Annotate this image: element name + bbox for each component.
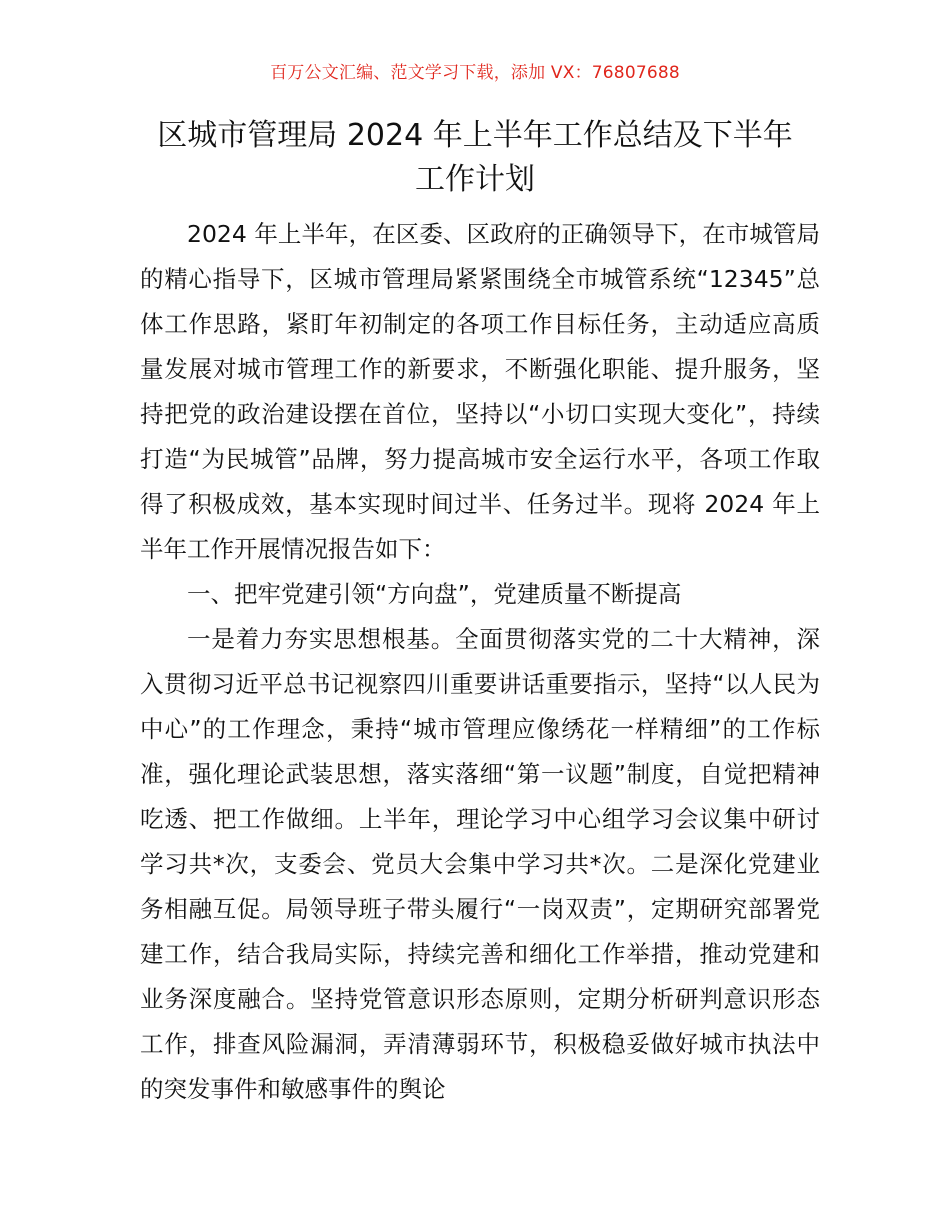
watermark-text: 百万公文汇编、范文学习下载，添加 VX：76807688 bbox=[270, 63, 680, 83]
intro-paragraph: 2024 年上半年，在区委、区政府的正确领导下，在市城管局的精心指导下，区城市管理局紧紧围绕全市城管系统“12345”总体工作思路，紧盯年初制定的各项工作目标任务，主动适应高质量发展对城市管理工作的新要求，不断强化职能、提升服务，坚持把党的政治建设摆在首位，坚持以“小切口实现大变化”，持续打造“为民城管”品牌，努力提高城市安全运行水平，各项工作取得了积极成效，基本实现时间过半、任务过半。现将 2024 年上半年工作开展情况报告如下： bbox=[140, 220, 820, 563]
title-line-2: 工作计划 bbox=[415, 162, 535, 197]
title-line-1: 区城市管理局 2024 年上半年工作总结及下半年 bbox=[157, 118, 793, 153]
section-1-paragraph: 一是着力夯实思想根基。全面贯彻落实党的二十大精神，深入贯彻习近平总书记视察四川重要讲话重要指示，坚持“以人民为中心”的工作理念，秉持“城市管理应像绣花一样精细”的工作标准，强化理论武装思想，落实落细“第一议题”制度，自觉把精神吃透、把工作做细。上半年，理论学习中心组学习会议集中研讨学习共*次，支委会、党员大会集中学习共*次。二是深化党建业务相融互促。局领导班子带头履行“一岗双责”，定期研究部署党建工作，结合我局实际，持续完善和细化工作举措，推动党建和业务深度融合。坚持党管意识形态原则，定期分析研判意识形态工作，排查风险漏洞，弄清薄弱环节，积极稳妥做好城市执法中的突发事件和敏感事件的舆论 bbox=[140, 625, 820, 1103]
document-title bbox=[130, 114, 820, 202]
section-1-heading: 一、把牢党建引领“方向盘”，党建质量不断提高 bbox=[187, 580, 682, 608]
document-body bbox=[140, 212, 820, 1112]
